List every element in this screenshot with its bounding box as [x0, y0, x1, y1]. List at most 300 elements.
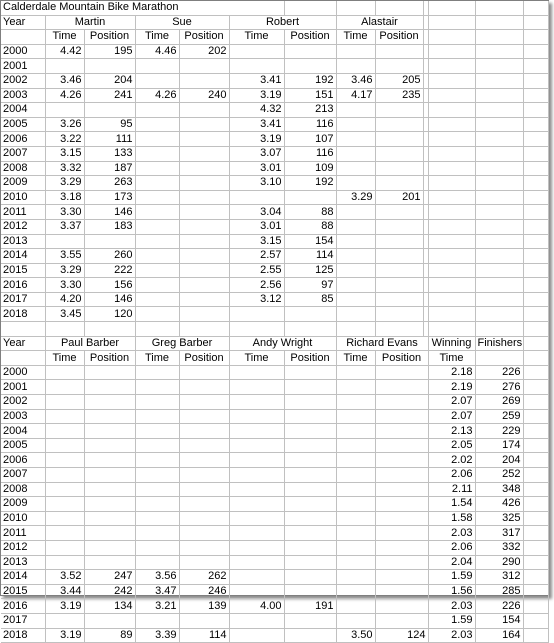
- position-cell[interactable]: [84, 59, 135, 74]
- position-cell[interactable]: 125: [284, 263, 336, 278]
- empty-cell[interactable]: [475, 292, 523, 307]
- rider-name-greg-barber[interactable]: Greg Barber: [135, 336, 229, 351]
- empty-cell[interactable]: [475, 44, 523, 59]
- sheet-title[interactable]: Calderdale Mountain Bike Marathon: [1, 1, 284, 15]
- position-cell[interactable]: [375, 526, 428, 541]
- position-cell[interactable]: [284, 44, 336, 59]
- time-cell[interactable]: 3.01: [229, 161, 284, 176]
- year-cell[interactable]: 2018: [1, 628, 45, 643]
- position-cell[interactable]: [179, 219, 229, 234]
- position-cell[interactable]: [375, 146, 423, 161]
- year-cell[interactable]: 2002: [1, 73, 45, 88]
- time-cell[interactable]: [336, 380, 375, 395]
- position-cell[interactable]: 154: [284, 234, 336, 249]
- time-cell[interactable]: [229, 424, 284, 439]
- time-header[interactable]: Time: [45, 30, 84, 45]
- empty-cell[interactable]: [523, 584, 548, 599]
- year-header[interactable]: Year: [1, 15, 45, 30]
- position-cell[interactable]: [84, 424, 135, 439]
- time-cell[interactable]: [45, 526, 84, 541]
- empty-cell[interactable]: [1, 351, 45, 366]
- year-header[interactable]: Year: [1, 336, 45, 351]
- empty-cell[interactable]: [475, 322, 523, 337]
- empty-cell[interactable]: [428, 292, 475, 307]
- position-cell[interactable]: [375, 395, 428, 410]
- position-cell[interactable]: [284, 526, 336, 541]
- empty-cell[interactable]: [428, 307, 475, 322]
- year-cell[interactable]: 2016: [1, 599, 45, 614]
- empty-cell[interactable]: [428, 103, 475, 118]
- time-cell[interactable]: 4.00: [229, 599, 284, 614]
- year-cell[interactable]: 2011: [1, 205, 45, 220]
- time-cell[interactable]: [45, 453, 84, 468]
- finishers-cell[interactable]: 154: [475, 613, 523, 628]
- position-cell[interactable]: 205: [375, 73, 423, 88]
- time-cell[interactable]: 3.55: [45, 249, 84, 264]
- position-cell[interactable]: [179, 205, 229, 220]
- time-cell[interactable]: [45, 482, 84, 497]
- position-cell[interactable]: 195: [84, 44, 135, 59]
- position-cell[interactable]: [179, 395, 229, 410]
- time-cell[interactable]: [135, 249, 179, 264]
- time-cell[interactable]: [135, 234, 179, 249]
- finishers-cell[interactable]: 174: [475, 438, 523, 453]
- winning-time-cell[interactable]: 2.06: [428, 540, 475, 555]
- position-cell[interactable]: 235: [375, 88, 423, 103]
- empty-cell[interactable]: [428, 263, 475, 278]
- empty-cell[interactable]: [428, 15, 475, 30]
- position-cell[interactable]: 201: [375, 190, 423, 205]
- empty-cell[interactable]: [475, 249, 523, 264]
- position-cell[interactable]: [179, 234, 229, 249]
- position-cell[interactable]: [84, 540, 135, 555]
- empty-cell[interactable]: [475, 132, 523, 147]
- year-cell[interactable]: 2003: [1, 88, 45, 103]
- empty-cell[interactable]: [375, 1, 423, 15]
- position-cell[interactable]: [375, 205, 423, 220]
- position-cell[interactable]: [84, 365, 135, 380]
- empty-cell[interactable]: [523, 103, 548, 118]
- position-header[interactable]: Position: [84, 30, 135, 45]
- position-cell[interactable]: [179, 555, 229, 570]
- empty-cell[interactable]: [523, 30, 548, 45]
- empty-cell[interactable]: [523, 409, 548, 424]
- position-cell[interactable]: 133: [84, 146, 135, 161]
- time-cell[interactable]: [45, 365, 84, 380]
- position-cell[interactable]: [179, 146, 229, 161]
- year-cell[interactable]: 2004: [1, 424, 45, 439]
- position-cell[interactable]: [284, 584, 336, 599]
- time-cell[interactable]: [45, 395, 84, 410]
- time-cell[interactable]: 3.19: [229, 132, 284, 147]
- position-cell[interactable]: 116: [284, 117, 336, 132]
- position-cell[interactable]: [84, 613, 135, 628]
- position-cell[interactable]: 240: [179, 88, 229, 103]
- time-cell[interactable]: [45, 234, 84, 249]
- position-cell[interactable]: [284, 59, 336, 74]
- rider-name-andy-wright[interactable]: Andy Wright: [229, 336, 336, 351]
- empty-cell[interactable]: [523, 511, 548, 526]
- time-cell[interactable]: [229, 570, 284, 585]
- rider-name-sue[interactable]: Sue: [135, 15, 229, 30]
- time-cell[interactable]: [135, 482, 179, 497]
- time-cell[interactable]: [229, 453, 284, 468]
- position-cell[interactable]: [179, 380, 229, 395]
- empty-cell[interactable]: [523, 44, 548, 59]
- time-cell[interactable]: [135, 176, 179, 191]
- time-cell[interactable]: 3.18: [45, 190, 84, 205]
- position-cell[interactable]: 146: [84, 292, 135, 307]
- position-cell[interactable]: [179, 438, 229, 453]
- time-cell[interactable]: 4.46: [135, 44, 179, 59]
- empty-cell[interactable]: [523, 59, 548, 74]
- winning-time-cell[interactable]: 2.07: [428, 409, 475, 424]
- empty-cell[interactable]: [284, 322, 336, 337]
- empty-cell[interactable]: [475, 307, 523, 322]
- empty-cell[interactable]: [84, 322, 135, 337]
- empty-cell[interactable]: [45, 322, 84, 337]
- position-cell[interactable]: [284, 468, 336, 483]
- year-cell[interactable]: 2016: [1, 278, 45, 293]
- position-cell[interactable]: 204: [84, 73, 135, 88]
- winning-time-cell[interactable]: 1.58: [428, 511, 475, 526]
- time-cell[interactable]: [336, 292, 375, 307]
- empty-cell[interactable]: [523, 497, 548, 512]
- position-cell[interactable]: [284, 540, 336, 555]
- time-cell[interactable]: [229, 584, 284, 599]
- time-cell[interactable]: [45, 540, 84, 555]
- rider-name-martin[interactable]: Martin: [45, 15, 135, 30]
- position-cell[interactable]: [375, 292, 423, 307]
- empty-cell[interactable]: [1, 322, 45, 337]
- position-cell[interactable]: [375, 497, 428, 512]
- finishers-cell[interactable]: 312: [475, 570, 523, 585]
- position-cell[interactable]: 241: [84, 88, 135, 103]
- time-cell[interactable]: [135, 292, 179, 307]
- time-cell[interactable]: [45, 380, 84, 395]
- time-cell[interactable]: 3.19: [45, 599, 84, 614]
- year-cell[interactable]: 2010: [1, 511, 45, 526]
- finishers-cell[interactable]: 252: [475, 468, 523, 483]
- position-cell[interactable]: [375, 365, 428, 380]
- time-header[interactable]: Time: [45, 351, 84, 366]
- position-cell[interactable]: [284, 613, 336, 628]
- time-cell[interactable]: [336, 117, 375, 132]
- time-header[interactable]: Time: [135, 351, 179, 366]
- year-cell[interactable]: 2005: [1, 438, 45, 453]
- time-cell[interactable]: 4.26: [135, 88, 179, 103]
- position-cell[interactable]: [284, 365, 336, 380]
- winning-time-header[interactable]: Time: [428, 351, 475, 366]
- empty-cell[interactable]: [523, 278, 548, 293]
- time-cell[interactable]: [135, 190, 179, 205]
- time-cell[interactable]: 3.56: [135, 570, 179, 585]
- year-cell[interactable]: 2006: [1, 453, 45, 468]
- time-cell[interactable]: [336, 278, 375, 293]
- time-cell[interactable]: [229, 365, 284, 380]
- position-cell[interactable]: [284, 453, 336, 468]
- time-cell[interactable]: [135, 263, 179, 278]
- empty-cell[interactable]: [475, 146, 523, 161]
- time-cell[interactable]: [336, 511, 375, 526]
- position-cell[interactable]: [375, 161, 423, 176]
- empty-cell[interactable]: [523, 628, 548, 643]
- time-cell[interactable]: 3.50: [336, 628, 375, 643]
- time-cell[interactable]: [135, 365, 179, 380]
- empty-cell[interactable]: [523, 1, 548, 15]
- empty-cell[interactable]: [523, 526, 548, 541]
- time-cell[interactable]: [229, 59, 284, 74]
- rider-name-richard-evans[interactable]: Richard Evans: [336, 336, 428, 351]
- time-cell[interactable]: [135, 219, 179, 234]
- position-cell[interactable]: 124: [375, 628, 428, 643]
- empty-cell[interactable]: [428, 176, 475, 191]
- position-header[interactable]: Position: [284, 30, 336, 45]
- time-cell[interactable]: 3.52: [45, 570, 84, 585]
- time-cell[interactable]: [135, 555, 179, 570]
- year-cell[interactable]: 2015: [1, 584, 45, 599]
- time-cell[interactable]: [45, 409, 84, 424]
- position-cell[interactable]: [179, 278, 229, 293]
- time-cell[interactable]: [336, 132, 375, 147]
- time-cell[interactable]: [135, 307, 179, 322]
- time-cell[interactable]: [336, 205, 375, 220]
- time-cell[interactable]: 3.12: [229, 292, 284, 307]
- year-cell[interactable]: 2013: [1, 555, 45, 570]
- position-cell[interactable]: [375, 234, 423, 249]
- time-cell[interactable]: [229, 380, 284, 395]
- empty-cell[interactable]: [428, 249, 475, 264]
- position-cell[interactable]: [84, 511, 135, 526]
- position-cell[interactable]: [179, 190, 229, 205]
- time-cell[interactable]: 3.15: [45, 146, 84, 161]
- position-cell[interactable]: 246: [179, 584, 229, 599]
- position-cell[interactable]: [284, 438, 336, 453]
- year-cell[interactable]: 2004: [1, 103, 45, 118]
- empty-cell[interactable]: [475, 88, 523, 103]
- empty-cell[interactable]: [475, 59, 523, 74]
- empty-cell[interactable]: [428, 278, 475, 293]
- empty-cell[interactable]: [523, 599, 548, 614]
- position-header[interactable]: Position: [284, 351, 336, 366]
- year-cell[interactable]: 2000: [1, 365, 45, 380]
- empty-cell[interactable]: [523, 219, 548, 234]
- finishers-cell[interactable]: 204: [475, 453, 523, 468]
- time-cell[interactable]: [336, 234, 375, 249]
- empty-cell[interactable]: [229, 322, 284, 337]
- year-cell[interactable]: 2006: [1, 132, 45, 147]
- position-cell[interactable]: [179, 117, 229, 132]
- time-cell[interactable]: 3.47: [135, 584, 179, 599]
- position-cell[interactable]: [375, 438, 428, 453]
- position-cell[interactable]: 139: [179, 599, 229, 614]
- empty-cell[interactable]: [428, 161, 475, 176]
- year-cell[interactable]: 2009: [1, 497, 45, 512]
- time-header[interactable]: Time: [135, 30, 179, 45]
- time-cell[interactable]: 3.29: [336, 190, 375, 205]
- finishers-cell[interactable]: 229: [475, 424, 523, 439]
- position-cell[interactable]: [284, 511, 336, 526]
- empty-cell[interactable]: [475, 15, 523, 30]
- empty-cell[interactable]: [523, 322, 548, 337]
- position-cell[interactable]: 114: [179, 628, 229, 643]
- winning-time-cell[interactable]: 2.13: [428, 424, 475, 439]
- finishers-cell[interactable]: 259: [475, 409, 523, 424]
- position-cell[interactable]: [179, 73, 229, 88]
- time-cell[interactable]: [336, 570, 375, 585]
- position-cell[interactable]: [179, 526, 229, 541]
- time-cell[interactable]: [336, 161, 375, 176]
- time-cell[interactable]: [336, 365, 375, 380]
- empty-cell[interactable]: [428, 146, 475, 161]
- time-cell[interactable]: [229, 44, 284, 59]
- empty-cell[interactable]: [475, 1, 523, 15]
- time-cell[interactable]: [135, 526, 179, 541]
- time-cell[interactable]: [135, 540, 179, 555]
- rider-name-paul-barber[interactable]: Paul Barber: [45, 336, 135, 351]
- finishers-header[interactable]: Finishers: [475, 336, 523, 351]
- position-cell[interactable]: [284, 424, 336, 439]
- empty-cell[interactable]: [523, 205, 548, 220]
- time-cell[interactable]: [336, 424, 375, 439]
- time-cell[interactable]: [45, 59, 84, 74]
- empty-cell[interactable]: [475, 117, 523, 132]
- winning-time-cell[interactable]: 1.59: [428, 570, 475, 585]
- finishers-cell[interactable]: 426: [475, 497, 523, 512]
- time-cell[interactable]: [336, 395, 375, 410]
- time-cell[interactable]: [45, 555, 84, 570]
- position-cell[interactable]: [284, 555, 336, 570]
- winning-header[interactable]: Winning: [428, 336, 475, 351]
- position-cell[interactable]: 192: [284, 73, 336, 88]
- position-cell[interactable]: [84, 234, 135, 249]
- position-cell[interactable]: [375, 453, 428, 468]
- time-cell[interactable]: 3.19: [45, 628, 84, 643]
- position-cell[interactable]: [284, 395, 336, 410]
- time-cell[interactable]: [336, 263, 375, 278]
- empty-cell[interactable]: [475, 234, 523, 249]
- position-cell[interactable]: 151: [284, 88, 336, 103]
- empty-cell[interactable]: [428, 132, 475, 147]
- year-cell[interactable]: 2001: [1, 59, 45, 74]
- position-cell[interactable]: 222: [84, 263, 135, 278]
- position-cell[interactable]: [179, 424, 229, 439]
- finishers-cell[interactable]: 285: [475, 584, 523, 599]
- position-cell[interactable]: [179, 249, 229, 264]
- winning-time-cell[interactable]: 2.11: [428, 482, 475, 497]
- empty-cell[interactable]: [475, 351, 523, 366]
- time-cell[interactable]: 3.04: [229, 205, 284, 220]
- year-cell[interactable]: 2014: [1, 570, 45, 585]
- time-cell[interactable]: [135, 117, 179, 132]
- winning-time-cell[interactable]: 2.07: [428, 395, 475, 410]
- empty-cell[interactable]: [428, 44, 475, 59]
- winning-time-cell[interactable]: 1.54: [428, 497, 475, 512]
- time-cell[interactable]: 3.26: [45, 117, 84, 132]
- time-header[interactable]: Time: [229, 30, 284, 45]
- empty-cell[interactable]: [523, 15, 548, 30]
- position-cell[interactable]: [179, 161, 229, 176]
- empty-cell[interactable]: [523, 234, 548, 249]
- position-cell[interactable]: 191: [284, 599, 336, 614]
- position-cell[interactable]: [179, 307, 229, 322]
- time-cell[interactable]: [135, 73, 179, 88]
- time-cell[interactable]: [135, 395, 179, 410]
- position-cell[interactable]: [375, 599, 428, 614]
- position-cell[interactable]: [375, 540, 428, 555]
- position-cell[interactable]: 173: [84, 190, 135, 205]
- position-cell[interactable]: [375, 132, 423, 147]
- finishers-cell[interactable]: 348: [475, 482, 523, 497]
- time-cell[interactable]: [336, 438, 375, 453]
- position-cell[interactable]: [375, 584, 428, 599]
- empty-cell[interactable]: [523, 438, 548, 453]
- position-cell[interactable]: 213: [284, 103, 336, 118]
- empty-cell[interactable]: [523, 395, 548, 410]
- finishers-cell[interactable]: 276: [475, 380, 523, 395]
- finishers-cell[interactable]: 332: [475, 540, 523, 555]
- time-cell[interactable]: 3.19: [229, 88, 284, 103]
- winning-time-cell[interactable]: 1.56: [428, 584, 475, 599]
- winning-time-cell[interactable]: 2.03: [428, 599, 475, 614]
- time-cell[interactable]: [336, 540, 375, 555]
- time-cell[interactable]: 3.15: [229, 234, 284, 249]
- position-cell[interactable]: 114: [284, 249, 336, 264]
- position-cell[interactable]: [179, 482, 229, 497]
- position-cell[interactable]: [284, 497, 336, 512]
- year-cell[interactable]: 2012: [1, 540, 45, 555]
- position-cell[interactable]: [375, 44, 423, 59]
- empty-cell[interactable]: [523, 176, 548, 191]
- position-cell[interactable]: [375, 482, 428, 497]
- time-cell[interactable]: [336, 103, 375, 118]
- time-cell[interactable]: [336, 249, 375, 264]
- position-cell[interactable]: [179, 511, 229, 526]
- empty-cell[interactable]: [523, 161, 548, 176]
- winning-time-cell[interactable]: 2.18: [428, 365, 475, 380]
- empty-cell[interactable]: [428, 117, 475, 132]
- empty-cell[interactable]: [475, 263, 523, 278]
- empty-cell[interactable]: [1, 30, 45, 45]
- year-cell[interactable]: 2014: [1, 249, 45, 264]
- time-cell[interactable]: 3.44: [45, 584, 84, 599]
- position-cell[interactable]: [179, 409, 229, 424]
- position-cell[interactable]: [375, 59, 423, 74]
- time-cell[interactable]: [336, 497, 375, 512]
- empty-cell[interactable]: [375, 322, 423, 337]
- empty-cell[interactable]: [475, 161, 523, 176]
- time-cell[interactable]: [229, 395, 284, 410]
- position-cell[interactable]: 134: [84, 599, 135, 614]
- time-cell[interactable]: 4.17: [336, 88, 375, 103]
- time-cell[interactable]: 3.46: [45, 73, 84, 88]
- year-cell[interactable]: 2015: [1, 263, 45, 278]
- position-cell[interactable]: [84, 103, 135, 118]
- time-cell[interactable]: [135, 468, 179, 483]
- year-cell[interactable]: 2007: [1, 146, 45, 161]
- year-cell[interactable]: 2002: [1, 395, 45, 410]
- year-cell[interactable]: 2010: [1, 190, 45, 205]
- time-cell[interactable]: 3.46: [336, 73, 375, 88]
- position-cell[interactable]: [375, 263, 423, 278]
- time-cell[interactable]: [135, 613, 179, 628]
- time-cell[interactable]: 4.20: [45, 292, 84, 307]
- time-cell[interactable]: [135, 205, 179, 220]
- empty-cell[interactable]: [523, 555, 548, 570]
- time-cell[interactable]: [229, 540, 284, 555]
- position-cell[interactable]: [284, 570, 336, 585]
- time-cell[interactable]: [229, 409, 284, 424]
